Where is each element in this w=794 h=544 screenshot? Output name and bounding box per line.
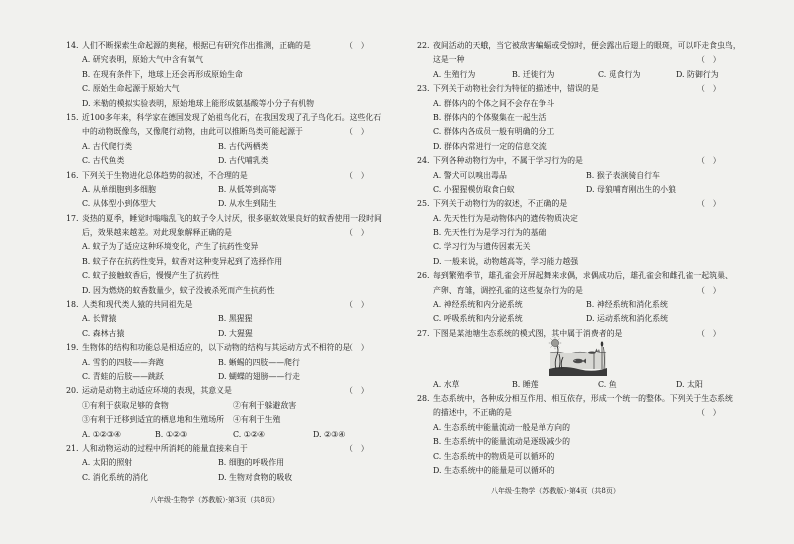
question-24-stem — [417, 154, 738, 168]
question-19-stem — [66, 341, 372, 355]
option-a: A. 群体内的个体之间不会存在争斗 — [433, 98, 555, 108]
question-number: 25. — [417, 199, 430, 209]
option-b: B. 生态系统中的能量流动是逐级减少的 — [433, 437, 571, 447]
option-b: B. 蜥蜴的四肢——爬行 — [218, 357, 300, 367]
question-number: 28. — [417, 393, 430, 403]
question-24 — [417, 154, 738, 197]
option-a: A. 从单细胞到多细胞 — [82, 184, 156, 194]
option-c: C. 从体型小到体型大 — [82, 199, 156, 209]
exam-page-3 — [66, 39, 382, 485]
answer-bracket: （ ） — [345, 170, 369, 180]
question-20 — [66, 384, 372, 442]
option-c: C. 消化系统的消化 — [82, 472, 149, 482]
options-row — [66, 456, 372, 470]
question-17-stem — [66, 212, 382, 226]
question-16-stem — [66, 169, 372, 183]
question-number: 18. — [66, 300, 79, 310]
question-number: 14. — [66, 41, 79, 50]
options-row — [417, 68, 738, 82]
stem-text: 产卵、育雏，调控孔雀的这些复杂行为的是 — [433, 285, 583, 295]
option-c: C. ①②④ — [233, 429, 265, 439]
statement-1: ①有利于获取足够的食物 — [82, 400, 169, 410]
option-d: D. 米勒的模拟实验表明，原始地球上能形成氨基酸等小分子有机物 — [82, 98, 315, 108]
options-row — [66, 471, 372, 485]
question-15 — [66, 111, 382, 169]
option-a: A. 研究表明，原始大气中含有氧气 — [82, 55, 204, 65]
question-22-stem-line2 — [417, 53, 738, 67]
stem-text: 近100多年来，科学家在德国发现了始祖鸟化石，在我国发现了孔子鸟化石。这些化石 — [82, 112, 382, 122]
question-21 — [66, 442, 372, 485]
statements-row — [66, 399, 372, 413]
option-d: D. 大猩猩 — [218, 328, 253, 338]
pond-ecosystem-illustration — [548, 336, 608, 376]
option-c: C. 鱼 — [598, 379, 617, 389]
stem-text: 下列关于动物行为的叙述，不正确的是 — [433, 199, 568, 209]
option-d: D. 从水生到陆生 — [218, 199, 277, 209]
page-footer-right: 八年级·生物学（苏教版）·第4页（共8页） — [491, 487, 620, 495]
question-15-stem-line2 — [66, 125, 372, 139]
question-28-stem — [417, 392, 738, 406]
option-d: D. 群体内常进行一定的信息交流 — [433, 141, 547, 151]
options-row — [66, 154, 372, 168]
question-15-stem — [66, 111, 382, 125]
question-26-stem-line2 — [417, 284, 738, 298]
options-row — [66, 197, 372, 211]
options-row — [66, 140, 372, 154]
option-b: B. 先天性行为是学习行为的基础 — [433, 228, 547, 238]
option-c: C. 觅食行为 — [598, 69, 641, 79]
option-d: D. 一般来说，动物越高等，学习能力越强 — [433, 256, 579, 266]
stem-text: 生态系统中，各种成分相互作用、相互依存，形成一个统一的整体。下列关于生态系统 — [433, 393, 733, 403]
option-b: B. 迁徙行为 — [512, 69, 555, 79]
stem-text: 人和动物运动的过程中所消耗的能量直接来自于 — [82, 443, 248, 453]
stem-text: 下列各种动物行为中，不属于学习行为的是 — [433, 156, 583, 166]
options-row — [417, 183, 738, 197]
stem-text: 的描述中，不正确的是 — [433, 408, 512, 418]
option-d: D. 太阳 — [676, 379, 703, 389]
options-row — [66, 312, 372, 326]
pond-ecosystem-figure — [417, 341, 738, 377]
options-row — [66, 356, 372, 370]
answer-bracket: （ ） — [345, 386, 369, 396]
answer-bracket: （ ） — [697, 156, 721, 166]
option-d: D. 生态系统中的能量是可以循环的 — [433, 465, 555, 475]
answer-bracket: （ ） — [345, 343, 369, 353]
page-footer-left: 八年级·生物学（苏教版）·第3页（共8页） — [150, 496, 279, 504]
option-c: C. 森林古猿 — [82, 328, 125, 338]
question-17 — [66, 212, 382, 298]
question-28-stem-line2 — [417, 406, 738, 420]
option-b: B. 睡莲 — [512, 379, 539, 389]
question-17-stem-line2 — [66, 226, 372, 240]
question-number: 22. — [417, 41, 430, 50]
question-23 — [417, 82, 738, 154]
option-b: B. 猴子表演骑自行车 — [586, 170, 660, 180]
option-c: C. 青蛙的后肢——跳跃 — [82, 371, 164, 381]
option-b: B. 群体内的个体聚集在一起生活 — [433, 112, 547, 122]
exam-page-4 — [417, 39, 741, 478]
options-row — [66, 370, 372, 384]
question-number: 19. — [66, 343, 79, 353]
question-number: 21. — [66, 443, 79, 453]
option-b: B. 神经系统和消化系统 — [586, 300, 668, 310]
stem-text: 生物体的结构和功能总是相适应的，以下动物的结构与其运动方式不相符的是 — [82, 343, 351, 353]
answer-bracket: （ ） — [345, 41, 369, 50]
option-b: B. 在现有条件下，地球上还会再形成原始生命 — [82, 69, 243, 79]
question-14-stem — [66, 39, 372, 53]
options-row — [417, 378, 738, 392]
option-d: D. 运动系统和消化系统 — [586, 314, 669, 324]
option-d: D. 因为燃烧的蚊香数量少，蚊子没被杀死而产生抗药性 — [82, 285, 275, 295]
question-27 — [417, 327, 738, 392]
question-25 — [417, 197, 738, 269]
answer-bracket: （ ） — [345, 300, 369, 310]
question-14 — [66, 39, 372, 111]
option-c: C. 原始生命起源于原始大气 — [82, 84, 180, 94]
stem-text: 下列关于生物进化总体趋势的叙述，不合理的是 — [82, 170, 248, 180]
option-d: D. ②③④ — [313, 429, 346, 439]
question-20-stem — [66, 384, 372, 398]
option-a: A. 太阳的照射 — [82, 458, 133, 468]
option-c: C. 蚊子接触蚊香后，慢慢产生了抗药性 — [82, 271, 220, 281]
option-c: C. 群体内各成员一般有明确的分工 — [433, 127, 555, 137]
statements-row — [66, 413, 372, 427]
question-number: 26. — [417, 271, 430, 281]
question-28 — [417, 392, 738, 478]
stem-text: 中的动物既像鸟，又像爬行动物，由此可以推断鸟类可能起源于 — [82, 127, 303, 137]
stem-text: 运动是动物主动适应环境的表现，其意义是 — [82, 386, 232, 396]
question-18 — [66, 298, 372, 341]
stem-text: 人类和现代类人猿的共同祖先是 — [82, 300, 193, 310]
sun-icon — [549, 337, 561, 349]
stem-text: 下列关于动物社会行为特征的描述中，错误的是 — [433, 84, 599, 94]
question-number: 16. — [66, 170, 79, 180]
stem-text: 后，效果越来越差。对此现象解释正确的是 — [82, 228, 232, 238]
option-a: A. ①②③④ — [82, 429, 122, 439]
options-row — [417, 298, 738, 312]
statement-2: ②有利于躲避敌害 — [233, 400, 297, 410]
option-a: A. 生态系统中能量流动一般是单方向的 — [433, 422, 570, 432]
answer-bracket: （ ） — [697, 328, 721, 338]
stem-text: 炎热的夏季，睡觉时嗡嗡乱飞的蚊子令人讨厌，很多驱蚊效果良好的蚊香使用一段时间 — [82, 213, 382, 223]
stem-text: 这是一种 — [433, 55, 465, 65]
option-a: A. 先天性行为是动物体内的遗传物质决定 — [433, 213, 578, 223]
question-22-stem — [417, 39, 741, 53]
question-19 — [66, 341, 372, 384]
option-d: D. 古代哺乳类 — [218, 156, 269, 166]
option-d: D. 防御行为 — [676, 69, 719, 79]
option-d: D. 生物对食物的吸收 — [218, 472, 293, 482]
answer-bracket: （ ） — [697, 285, 721, 295]
option-b: B. 古代两栖类 — [218, 141, 269, 151]
option-a: A. 生殖行为 — [433, 69, 476, 79]
option-b: B. 蚊子存在抗药性变异，蚊香对这种变异起到了选择作用 — [82, 256, 283, 266]
answer-bracket: （ ） — [697, 199, 721, 209]
answer-bracket: （ ） — [345, 228, 369, 238]
stem-text: 下图是某池塘生态系统的模式图，其中属于消费者的是 — [433, 328, 623, 338]
statement-3: ③有利于迁移到适宜的栖息地和生殖场所 — [82, 415, 225, 425]
question-16 — [66, 169, 372, 212]
question-number: 17. — [66, 213, 79, 223]
answer-bracket: （ ） — [345, 443, 369, 453]
option-c: C. 生态系统中的物质是可以循环的 — [433, 451, 555, 461]
option-c: C. 呼吸系统和内分泌系统 — [433, 314, 523, 324]
question-18-stem — [66, 298, 372, 312]
option-b: B. 细胞的呼吸作用 — [218, 458, 285, 468]
option-a: A. 雪豹的四肢——奔跑 — [82, 357, 164, 367]
options-row — [417, 312, 738, 326]
question-25-stem — [417, 197, 738, 211]
statement-4: ④有利于生殖 — [233, 415, 281, 425]
question-26 — [417, 269, 738, 327]
question-23-stem — [417, 82, 738, 96]
option-c: C. 小猩猩模仿取食白蚁 — [433, 184, 515, 194]
option-a: A. 神经系统和内分泌系统 — [433, 300, 523, 310]
option-c: C. 古代鱼类 — [82, 156, 125, 166]
option-a: A. 警犬可以嗅出毒品 — [433, 170, 507, 180]
question-26-stem — [417, 269, 738, 283]
option-d: D. 蝴蝶的翅膀——行走 — [218, 371, 301, 381]
option-b: B. ①②③ — [155, 429, 188, 439]
question-22 — [417, 39, 741, 82]
question-number: 24. — [417, 156, 430, 166]
options-row — [417, 169, 738, 183]
options-row — [66, 428, 372, 442]
options-row — [66, 183, 372, 197]
option-d: D. 母狼哺育刚出生的小狼 — [586, 184, 676, 194]
answer-bracket: （ ） — [697, 55, 721, 65]
answer-bracket: （ ） — [697, 84, 721, 94]
answer-bracket: （ ） — [697, 408, 721, 418]
option-c: C. 学习行为与遗传因素无关 — [433, 242, 531, 252]
option-a: A. 长臂猿 — [82, 314, 117, 324]
question-number: 23. — [417, 84, 430, 94]
stem-text: 每到繁殖季节，雄孔雀会开屏起舞来求偶，求偶成功后，雄孔雀会和雌孔雀一起筑巢、 — [433, 271, 733, 281]
option-a: A. 古代爬行类 — [82, 141, 133, 151]
answer-bracket: （ ） — [345, 127, 369, 137]
stem-text: 人们不断探索生命起源的奥秘，根据已有研究作出推测，正确的是 — [82, 41, 311, 50]
question-21-stem — [66, 442, 372, 456]
stem-text: 夜间活动的天蛾，当它被敌害蝙蝠或受惊时，便会露出后翅上的眼斑，可以吓走食虫鸟， — [433, 41, 741, 50]
option-a: A. 水草 — [433, 379, 460, 389]
question-number: 20. — [66, 386, 79, 396]
option-b: B. 黑猩猩 — [218, 314, 253, 324]
question-number: 27. — [417, 328, 430, 338]
option-b: B. 从低等到高等 — [218, 184, 277, 194]
options-row — [66, 327, 372, 341]
option-a: A. 蚊子为了适应这种环境变化，产生了抗药性变异 — [82, 242, 259, 252]
question-number: 15. — [66, 112, 79, 122]
